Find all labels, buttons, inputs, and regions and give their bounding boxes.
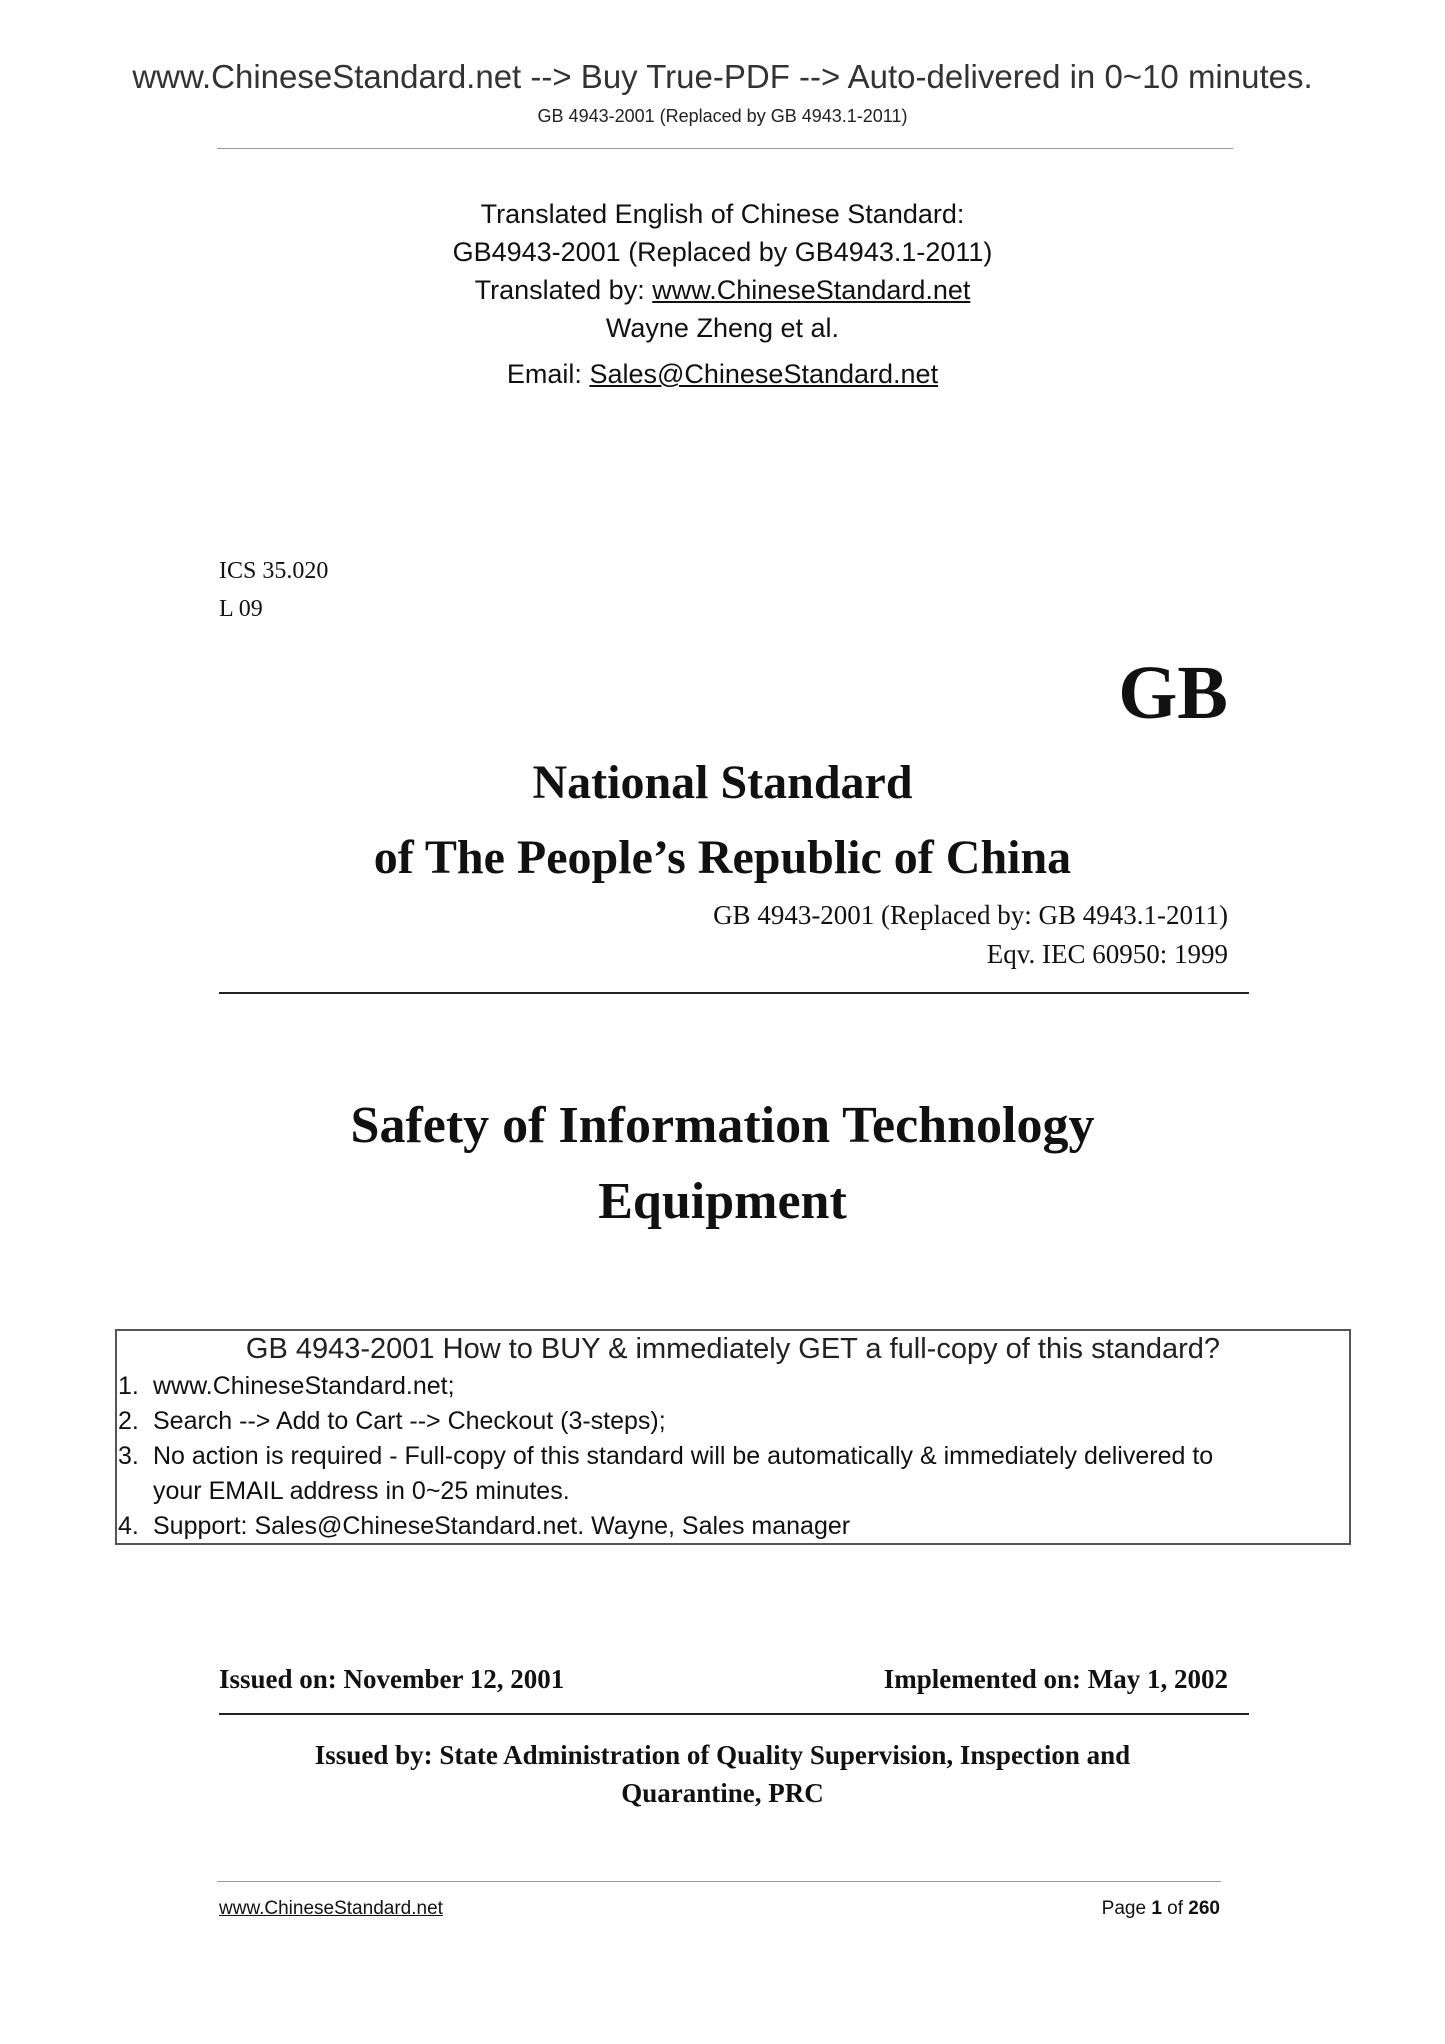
national-standard-heading: National Standard	[532, 756, 913, 809]
top-banner: www.ChineseStandard.net --> Buy True-PDF --> Auto-delivered in 0~10 minutes.	[132, 58, 1313, 95]
footer-site-link[interactable]: www.ChineseStandard.net	[219, 1898, 443, 1919]
buy-step: your EMAIL address in 0~25 minutes.	[153, 1477, 570, 1505]
translated-by-link[interactable]: www.ChineseStandard.net	[652, 275, 971, 305]
translation-info	[0, 195, 1445, 393]
page-number: Page 1 of 260	[1101, 1898, 1220, 1919]
prc-heading: of The People’s Republic of China	[373, 831, 1072, 884]
issuer-line1: Issued by: State Administration of Quality Supervision, Inspection and	[314, 1740, 1131, 1770]
buy-step: 1. www.ChineseStandard.net;	[118, 1372, 455, 1400]
translated-by-label: Translated by:	[474, 275, 653, 305]
translator-name: Wayne Zheng et al.	[605, 313, 840, 343]
footer-divider	[217, 1881, 1221, 1882]
translated-by	[0, 271, 1445, 309]
buy-step: 3. No action is required - Full-copy of this standard will be automatically & immediately delivered to	[118, 1442, 1214, 1470]
ics-number: ICS 35.020	[219, 558, 329, 584]
document-title-line1: Safety of Information Technology	[350, 1097, 1095, 1154]
buy-box-title: GB 4943-2001 How to BUY & immediately GET a full-copy of this standard?	[245, 1333, 1221, 1365]
equivalent-standard: Eqv. IEC 60950: 1999	[986, 939, 1228, 969]
header-divider	[217, 148, 1233, 149]
buy-step: 2. Search --> Add to Cart --> Checkout (3-steps);	[118, 1407, 666, 1435]
translation-line1: Translated English of Chinese Standard:	[480, 199, 965, 229]
translation-line2: GB4943-2001 (Replaced by GB4943.1-2011)	[452, 237, 993, 267]
standard-divider	[219, 992, 1249, 994]
total-pages: 260	[1188, 1898, 1220, 1919]
email-link[interactable]: Sales@ChineseStandard.net	[589, 359, 939, 389]
current-page: 1	[1151, 1898, 1162, 1919]
buy-step: 4. Support: Sales@ChineseStandard.net. Wayne, Sales manager	[118, 1512, 851, 1540]
issuer-line2: Quarantine, PRC	[621, 1778, 824, 1808]
email-line	[0, 355, 1445, 393]
document-title-line2: Equipment	[598, 1173, 847, 1230]
classification-code: L 09	[219, 596, 263, 622]
issued-on-date: Issued on: November 12, 2001	[219, 1664, 565, 1694]
dates-divider	[219, 1713, 1249, 1715]
gb-logo: GB	[1118, 651, 1228, 735]
implemented-on-date: Implemented on: May 1, 2002	[883, 1664, 1228, 1694]
email-label: Email:	[506, 359, 590, 389]
running-header: GB 4943-2001 (Replaced by GB 4943.1-2011)	[537, 106, 908, 126]
standard-number: GB 4943-2001 (Replaced by: GB 4943.1-2011)	[713, 900, 1228, 930]
